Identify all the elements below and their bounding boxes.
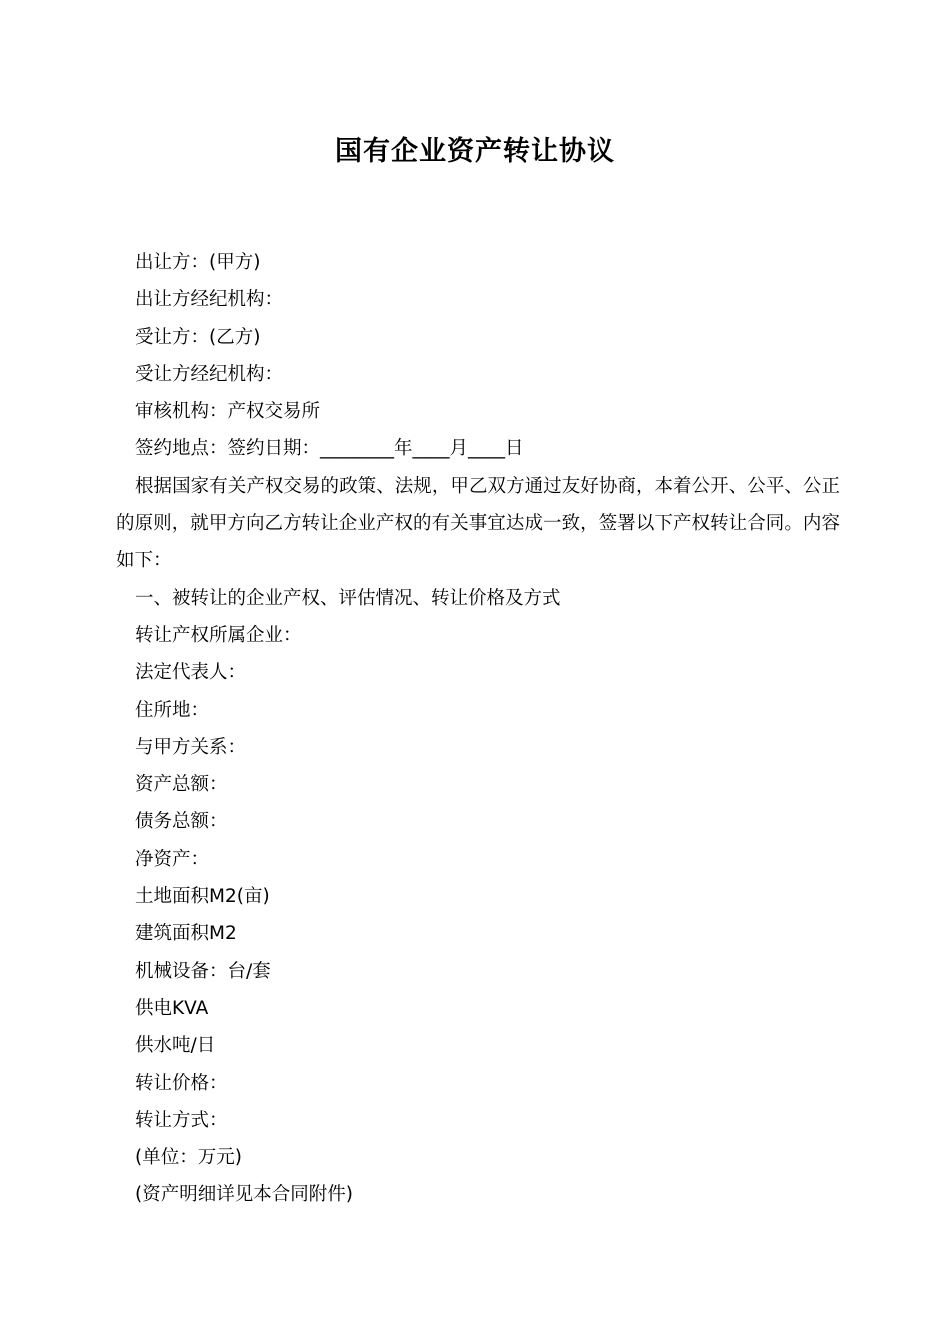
document-body	[116, 244, 840, 1214]
party-a-broker-line: 出让方经纪机构：	[135, 289, 284, 311]
domicile-line: 住所地：	[135, 699, 210, 721]
machinery-line: 机械设备：台/套	[135, 960, 271, 982]
party-b-broker-line: 受让方经纪机构：	[135, 363, 284, 385]
total-debts-line: 债务总额：	[135, 811, 228, 833]
water-supply-line: 供水吨/日	[135, 1035, 216, 1057]
transfer-method-line: 转让方式：	[135, 1109, 228, 1131]
party-a-line: 出让方：(甲方)	[135, 252, 261, 273]
document-title: 国有企业资产转让协议	[335, 136, 615, 167]
land-area-line: 土地面积M2(亩)	[135, 886, 270, 908]
enterprise-line: 转让产权所属企业：	[135, 624, 302, 646]
unit-note-line: (单位：万元)	[135, 1147, 242, 1169]
building-area-line: 建筑面积M2	[135, 923, 237, 945]
power-supply-line: 供电KVA	[135, 997, 209, 1019]
legal-representative-line: 法定代表人：	[135, 662, 247, 684]
asset-detail-note-line: (资产明细详见本合同附件)	[135, 1184, 353, 1206]
intro-paragraph: 根据国家有关产权交易的政策、法规，甲乙双方通过友好协商，本着公开、公平、公正的原则，就甲方向乙方转让企业产权的有关事宜达成一致，签署以下产权转让合同。内容如下：	[116, 475, 840, 572]
party-b-line: 受让方：(乙方)	[135, 326, 261, 348]
relation-line: 与甲方关系：	[135, 736, 247, 758]
total-assets-line: 资产总额：	[135, 774, 228, 796]
review-agency-line: 审核机构：产权交易所	[135, 401, 321, 423]
signing-place-date-line: 签约地点：签约日期：________年____月____日	[135, 438, 524, 460]
transfer-price-line: 转让价格：	[135, 1072, 228, 1094]
net-assets-line: 净资产：	[135, 848, 210, 870]
section-1-heading: 一、被转让的企业产权、评估情况、转让价格及方式	[135, 587, 561, 609]
